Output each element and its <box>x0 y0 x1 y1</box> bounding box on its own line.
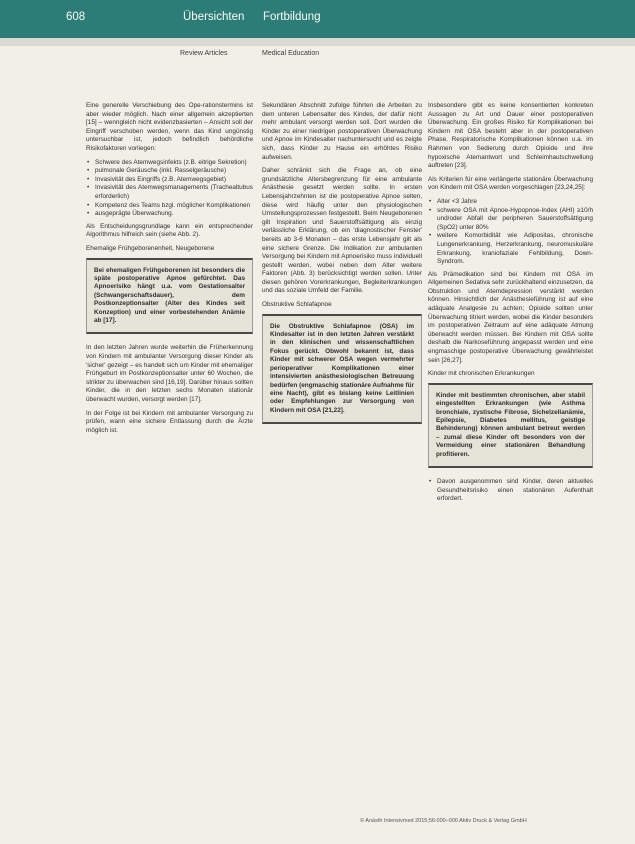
column-3 <box>428 102 593 508</box>
header-stripe <box>0 38 635 46</box>
list-item: • Schwere des Atemwegsinfekts (z.B. eitrige Sekretion) <box>95 159 253 168</box>
col1-bullet-list <box>86 159 253 219</box>
column-1 <box>86 102 253 440</box>
section-title-right: Fortbildung <box>263 11 321 23</box>
list-item: • Invasivität des Eingriffs (z.B. Atemwegsgebiet) <box>95 176 253 185</box>
col3-heading: Kinder mit chronischen Erkrankungen <box>428 370 535 378</box>
col1-paragraph-2: Als Entscheidungsgrundlage kann ein entsprechender Algorithmus hilfreich sein (siehe Abb. 2). <box>86 222 253 239</box>
list-item: • pulmonale Geräusche (inkl. Rasselgeräusche) <box>95 167 253 176</box>
list-item: • weitere Komorbidität wie Adipositas, chronische Lungenerkrankung, Herzerkrankung, neuromuskuläre Erkrankung, kraniofaziale Fehlbildung, Down-Syndrom. <box>437 232 593 266</box>
list-item: • schwere OSA mit Apnoe-Hypopnoe-Index (AHI) ≥10/h und/oder Abfall der peripheren Sauerstoffsättigung (SpO2) unter 80% <box>437 207 593 233</box>
column-2 <box>262 102 422 434</box>
col1-heading: Ehemalige Frühgeborenenheit, Neugeborene <box>86 244 215 252</box>
col3-highlight-box: Kinder mit bestimmten chronischen, aber stabil eingestellten Erkrankungen (wie Asthma bronchiale, zystische Fibrose, Sichelzellanämie, Epilepsie, Diabetes mellitus, geistige Behinderung) können ambulant betreut werden – zumal diese Kinder oft besonders von der Vermeidung einer stationären Behandlung profitieren. <box>428 383 593 468</box>
footer-copyright: © Anästh Intensivmed 2015;56:000–000 Aktiv Druck & Verlag GmbH <box>360 818 527 824</box>
col2-paragraph-1: Sekundären Abschnitt zufolge führten die Arbeiten zu dem unteren Lebensalter des Kindes, der dafür nicht mehr ambulant versorgt werden soll. Dort wurden die Kinder zu einer niedrigen postoperativen Überwachung und Apnoe im Kindesalter nachuntersucht und es zeigte sich, dass Kinder zu Hause ein erhöhtes Risiko aufweisen. <box>262 102 422 161</box>
list-item: • Alter <3 Jahre <box>437 198 593 207</box>
col3-paragraph-2: Als Kriterien für eine verlängerte stationäre Überwachung von Kindern mit OSA werden vorgeschlagen [23,24,25]: <box>428 175 593 192</box>
col1-paragraph-1: Eine generelle Verschiebung des Ope-rationstermins ist aber wieder möglich. Nach einer allgemein akzeptierten [15] – wenngleich nicht evidenzbasierten – Ansicht soll der Eingriff verschoben werden, wenn das Kind ungünstig untersuchbar ist, jedoch befindlich behördliche Risikofaktoren vorliegen: <box>86 102 253 152</box>
list-item: • Davon ausgenommen sind Kinder, deren aktuelles Gesundheitsrisiko einen stationären Aufenthalt erfordert. <box>437 478 593 504</box>
col3-bullet-list-2 <box>428 478 593 504</box>
section-title-left: Übersichten <box>183 11 245 23</box>
col2-heading: Obstruktive Schlafapnoe <box>262 301 332 309</box>
col3-bullet-list <box>428 198 593 267</box>
list-item: • Invasivität des Atemwegsmanagements (Trachealtubus erforderlich) <box>95 184 253 201</box>
col1-paragraph-4: In der Folge ist bei Kindern mit ambulanter Versorgung zu prüfen, wann eine sichere Entlassung durch die Ärzte möglich ist. <box>86 409 253 434</box>
list-item: • Kompetenz des Teams bzgl. möglicher Komplikationen <box>95 202 253 211</box>
col3-paragraph-1: Insbesondere gibt es keine konsentierten konkreten Aussagen zu Art und Dauer einer postoperativen Überwachung. Ein großes Risiko für Komplikationen bei Kindern mit OSA besteht aber in der postoperativen Phase. Respiratorische Komplikationen können u.a. im Rahmen von Sedierung durch Opioide und ihre hypoxische Atemantwort und Schleimhautschwellung auftreten [23]. <box>428 102 593 170</box>
subtitle-right: Medical Education <box>262 50 320 57</box>
col2-paragraph-2: Daher schränkt sich die Frage an, ob eine grundsätzliche Altersbegrenzung für eine ambulante Anästhesie gesetzt werden sollte. In ersten Lebensjahrzehnten ist die postoperative Apnoe selten, diese wird häufig unter den physiologischen Umstellungsprozessen festgestellt. Beim Neugeborenen gilt Inspiration und Sauerstoffsättigung als einzig verlässliche Erklärung, ob ein 'diagnostischer Fenster' bereits ab 3-6 Monaten – das erste Lebensjahr gilt als eine sichere Grenze. Die Indikation zur ambulanten Versorgung bei Kindern mit Apnoerisiko muss individuell gestellt werden, wobei neben dem Alter weitere Faktoren (Abb. 3) berücksichtigt werden sollen. Unter diesen gehören Vorerkrankungen, Begleiterkrankungen und das soziale Umfeld der Familie. <box>262 167 422 295</box>
subtitle-left: Review Articles <box>180 50 228 57</box>
col1-highlight-box: Bei ehemaligen Frühgeborenen ist besonders die späte postoperative Apnoe gefürchtet. Das Apnoerisiko hängt u.a. vom Gestationsalter (Schwangerschaftsdauer), dem Postkonzeptionsalter (Alter des Kindes seit Konzeption) und einer vorbestehenden Anämie ab [17]. <box>86 258 253 335</box>
col3-paragraph-3: Als Prämedikation sind bei Kindern mit OSA im Allgemeinen Sedativa sehr zurückhaltend einzusetzen, da Obstruktion und Atemdepression verstärkt werden können. Hinsichtlich der Anästhesieführung ist auf eine adäquate Analgesie zu achten; Opioide sollten unter Überwachung titriert werden, wobei die Kinder besonders im postoperativen Zeitraum auf eine adäquate Atmung überwacht werden müssen. Bei Kindern mit OSA sollte deshalb die Narkoseführung angepasst werden und eine engmaschige postoperative Überwachung gewährleistet sein [26,27]. <box>428 270 593 364</box>
list-item: • ausgeprägte Überwachung. <box>95 210 253 219</box>
page-number: 608 <box>66 11 86 23</box>
header-bar <box>0 0 635 38</box>
col2-highlight-box: Die Obstruktive Schlafapnoe (OSA) im Kindesalter ist in den letzten Jahren verstärkt in den klinischen und wissenschaftlichen Fokus gerückt. Obwohl bekannt ist, dass Kinder mit schwerer OSA wegen vermehrter perioperativer Komplikationen einer intensivierten anästhesiologischen Betreuung bedürfen (engmaschig stationäre Aufnahme für eine Nacht), gibt es bislang keine Leitlinien oder Empfehlungen zur Versorgung von Kindern mit OSA [21,22]. <box>262 314 422 424</box>
col1-paragraph-3: In den letzten Jahren wurde weiterhin die Früherkennung von Kindern mit ambulanter Versorgung dieser Kinder als 'sicher' gezeigt – es handelt sich um Kinder mit ehemaliger Frühgeburt im Postkonzeptionsalter unter 60 Wochen, die strikter zu überwachen sind [16,19]. Darüber hinaus sollten Kinder, die in den letzten sechs Monaten stationär überwacht wurden, versorgt werden [17]. <box>86 344 253 403</box>
